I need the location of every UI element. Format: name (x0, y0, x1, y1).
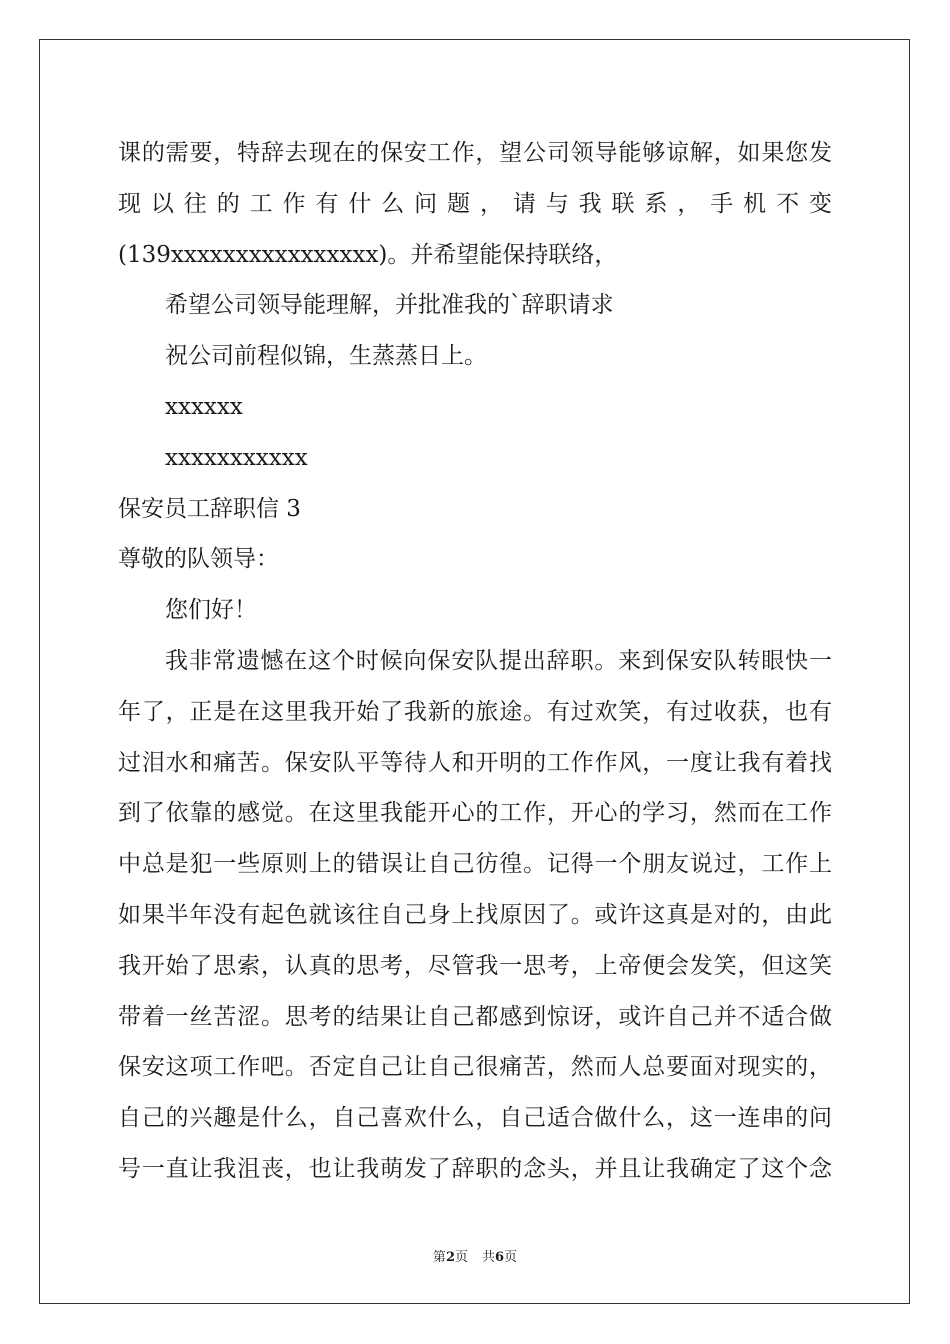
text-line: 保安这项工作吧。否定自己让自己很痛苦，然而人总要面对现实的， (118, 1054, 832, 1081)
page-number-suffix: 页 (454, 1250, 468, 1265)
page-footer (0, 1246, 950, 1265)
text-line: 号一直让我沮丧，也让我萌发了辞职的念头，并且让我确定了这个念 (118, 1155, 832, 1182)
text-line: xxxxxxxxxxx (165, 444, 308, 471)
text-line: 中总是犯一些原则上的错误让自己彷徨。记得一个朋友说过，工作上 (118, 851, 832, 878)
total-pages-prefix: 共 (482, 1250, 496, 1265)
text-line: 希望公司领导能理解，并批准我的`辞职请求 (165, 292, 614, 319)
text-line: 课的需要，特辞去现在的保安工作，望公司领导能够谅解，如果您发 (118, 140, 832, 166)
text-line: 现 以 往 的 工 作 有 什 么 问 题 ， 请 与 我 联 系 ， 手 机 不 变 (118, 190, 832, 217)
total-pages-suffix: 页 (504, 1250, 518, 1265)
text-line: 自己的兴趣是什么，自己喜欢什么，自己适合做什么，这一连串的问 (118, 1105, 832, 1132)
text-line: 带着一丝苦涩。思考的结果让自己都感到惊讶，或许自己并不适合做 (118, 1003, 832, 1030)
text-line: 我非常遗憾在这个时候向保安队提出辞职。来到保安队转眼快一 (165, 647, 832, 674)
text-line: 年了，正是在这里我开始了我新的旅途。有过欢笑，有过收获，也有 (118, 698, 832, 725)
total-page-count: 6 (495, 1250, 505, 1265)
text-line: 过泪水和痛苦。保安队平等待人和开明的工作作风，一度让我有着找 (118, 749, 832, 776)
text-line: 我开始了思索，认真的思考，尽管我一思考，上帝便会发笑，但这笑 (118, 952, 832, 979)
text-line: 尊敬的队领导： (118, 546, 279, 573)
text-line: 到了依靠的感觉。在这里我能开心的工作，开心的学习，然而在工作 (118, 800, 832, 827)
text-line: 如果半年没有起色就该往自己身上找原因了。或许这真是对的，由此 (118, 901, 832, 928)
document-body (118, 128, 832, 1195)
page-number-prefix: 第 (432, 1250, 446, 1265)
text-line: 祝公司前程似锦，生蒸蒸日上。 (165, 343, 487, 370)
current-page-number: 2 (445, 1250, 455, 1265)
text-line: xxxxxx (165, 393, 243, 420)
text-line: (139xxxxxxxxxxxxxxxx)。并希望能保持联络， (118, 241, 618, 268)
text-line: 您们好！ (165, 597, 257, 624)
text-line: 保安员工辞职信 3 (118, 495, 301, 522)
